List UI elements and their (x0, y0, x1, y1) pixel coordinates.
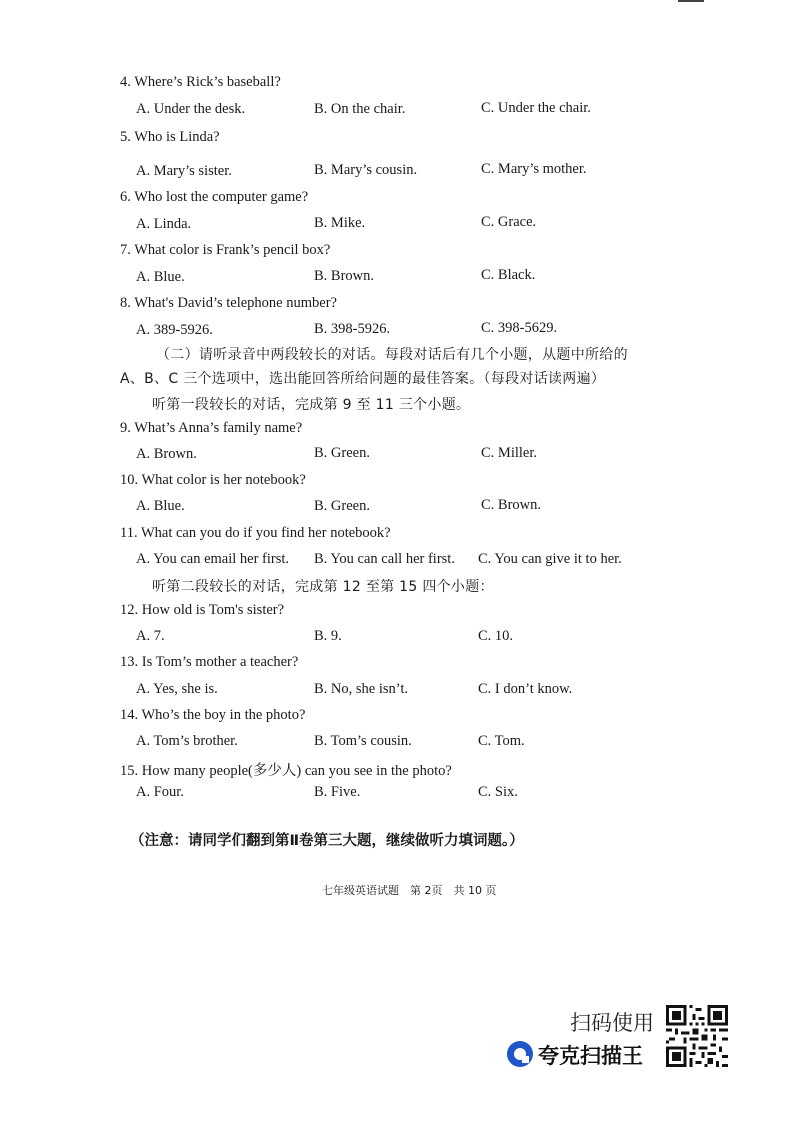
section2-instruction-line2: A、B、C 三个选项中，选出能回答所给问题的最佳答案。（每段对话读两遍） (120, 371, 606, 387)
q10-option-c: C. Brown. (481, 497, 542, 513)
q15-option-c: C. Six. (478, 784, 518, 800)
scan-to-use-text: 扫码使用 (570, 1011, 654, 1035)
q15-option-a: A. Four. (136, 784, 184, 800)
scanner-brand-name: 夸克扫描王 (538, 1044, 643, 1068)
scanner-logo-icon (507, 1041, 533, 1067)
q12-option-a: A. 7. (136, 628, 165, 644)
q7-option-c: C. Black. (481, 267, 536, 283)
q5-option-a: A. Mary’s sister. (136, 163, 232, 179)
q15-option-b: B. Five. (314, 784, 361, 800)
dialog1-instruction: 听第一段较长的对话，完成第 9 至 11 三个小题。 (152, 397, 471, 413)
q14-option-b: B. Tom’s cousin. (314, 733, 412, 749)
q10-option-a: A. Blue. (136, 498, 185, 514)
q4-option-a: A. Under the desk. (136, 101, 246, 117)
question-14: 14. Who’s the boy in the photo? (120, 707, 306, 723)
q9-option-a: A. Brown. (136, 446, 197, 462)
question-12: 12. How old is Tom's sister? (120, 602, 285, 618)
q9-option-b: B. Green. (314, 445, 370, 461)
q8-option-c: C. 398-5629. (481, 320, 558, 336)
q9-option-c: C. Miller. (481, 445, 537, 461)
q6-option-b: B. Mike. (314, 215, 366, 231)
q10-option-b: B. Green. (314, 498, 370, 514)
q11-option-a: A. You can email her first. (136, 551, 290, 567)
q13-option-b: B. No, she isn’t. (314, 681, 408, 697)
question-8: 8. What's David’s telephone number? (120, 295, 337, 311)
q13-option-a: A. Yes, she is. (136, 681, 218, 697)
q5-option-b: B. Mary’s cousin. (314, 162, 418, 178)
q11-option-b: B. You can call her first. (314, 551, 455, 567)
section2-instruction-line1: （二）请听录音中两段较长的对话。每段对话后有几个小题，从题中所给的 (156, 347, 628, 363)
question-5: 5. Who is Linda? (120, 129, 220, 145)
q6-option-c: C. Grace. (481, 214, 537, 230)
q5-option-c: C. Mary’s mother. (481, 161, 587, 177)
q13-option-c: C. I don’t know. (478, 681, 573, 697)
dialog2-instruction: 听第二段较长的对话，完成第 12 至第 15 四个小题： (152, 579, 494, 595)
question-10: 10. What color is her notebook? (120, 472, 306, 488)
q14-option-a: A. Tom’s brother. (136, 733, 238, 749)
question-13: 13. Is Tom’s mother a teacher? (120, 654, 299, 670)
q14-option-c: C. Tom. (478, 733, 525, 749)
q12-option-b: B. 9. (314, 628, 342, 644)
question-15: 15. How many people(多少人) can you see in the photo? (120, 763, 452, 779)
q7-option-b: B. Brown. (314, 268, 375, 284)
page-footer: 七年级英语试题 第 2页 共 10 页 (322, 884, 497, 897)
question-6: 6. Who lost the computer game? (120, 189, 309, 205)
q4-option-c: C. Under the chair. (481, 100, 591, 116)
q7-option-a: A. Blue. (136, 269, 185, 285)
q11-option-c: C. You can give it to her. (478, 551, 622, 567)
question-7: 7. What color is Frank’s pencil box? (120, 242, 331, 258)
attention-note: （注意：请同学们翻到第Ⅱ卷第三大题，继续做听力填词题。） (130, 833, 524, 849)
q8-option-a: A. 389-5926. (136, 322, 213, 338)
top-edge-line (678, 0, 704, 2)
q8-option-b: B. 398-5926. (314, 321, 391, 337)
qr-code-icon[interactable] (666, 1005, 728, 1067)
question-4: 4. Where’s Rick’s baseball? (120, 74, 281, 90)
q6-option-a: A. Linda. (136, 216, 192, 232)
q12-option-c: C. 10. (478, 628, 514, 644)
question-9: 9. What’s Anna’s family name? (120, 420, 303, 436)
q4-option-b: B. On the chair. (314, 101, 406, 117)
question-11: 11. What can you do if you find her notebook? (120, 525, 391, 541)
